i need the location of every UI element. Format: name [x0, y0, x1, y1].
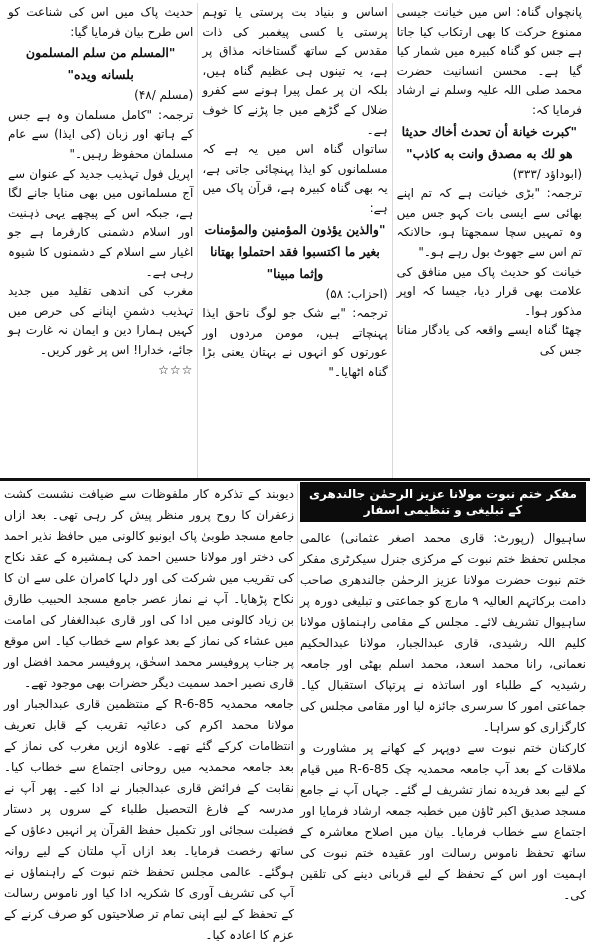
paragraph: ساہیوال (رپورٹ: قاری محمد اصغر عثمانی) عالمی مجلس تحفظ ختم نبوت کے مرکزی جنرل سیکرٹری مفکر ختم نبوت حضرت مولانا عزیز الرحمٰن جالندھری صاحب دامت برکاتہم العالیہ ۹ مارچ کو جماعتی و تبلیغی دورہ پر ساہیوال تشریف لائے۔ مجلس کے مقامی راہنماؤں مولانا کلیم اللہ رشیدی، قاری عبدالجبار، مولانا عبدالحکیم نعمانی، رانا محمد اسعد، محمد اسلم بھٹی اور جامعہ رشیدیہ کے طلباء اور اساتذہ نے پرتپاک استقبال کیا۔ جماعتی امور کا سرسری جائزہ لیا اور مقامی مجلس کی کارگزاری کو سراہا۔	[300, 531, 586, 734]
end-marker: ☆☆☆	[158, 362, 194, 377]
column-divider	[297, 484, 298, 798]
paragraph: مغرب کی اندھی تقلید میں جدید تہذیب دشمنِ اپنانے کی حرص میں کہیں ہمارا دین و ایمان نہ غارت ہو جائے، خدارا! اس پر غور کریں۔	[8, 284, 194, 357]
paragraph: اپریل فول تہذیب جدید کے عنوان سے آج مسلمانوں میں بھی منایا جانے لگا ہے، جبکہ اس کے پیچھے یہی ذہنیت اور اسلام دشمنی کارفرما ہے جو اغیار سے اسلام کے دشمنوں کا شیوہ رہی ہے۔	[8, 166, 194, 279]
paragraph: ساتواں گناہ اس میں یہ ہے کہ مسلمانوں کو ایذا پہنچائی جاتی ہے، یہ بھی گناہ کبیرہ ہے، قرآن پاک میں ہے:	[202, 142, 388, 215]
reference: (ابوداؤد /۳۳۳)	[512, 166, 582, 181]
report-column-left	[4, 484, 295, 942]
news-report	[0, 482, 590, 942]
paragraph: چھٹا گناہ ایسے واقعہ کی یادگار منانا جس کی	[396, 323, 582, 357]
paragraph: جامعہ محمدیہ 85-6-R کے منتظمین قاری عبدالجبار اور مولانا محمد اکرم کی دعائیہ تقریب کے قابل تعریف انتظامات کرکے گئے تھے۔ علاوہ ازیں مغرب کی نماز کے بعد جامعہ محمدیہ میں روحانی اجتماع سے خطاب کیا۔ نقابت کے فرائض قاری عبدالجبار نے ادا کیے۔ پھر آپ نے مدرسہ کے فارغ التحصیل طلباء کے سروں پر دستار فضیلت سجائی اور تکمیل حفظ القرآن پر انہیں دعاؤں کے ساتھ رخصت فرمایا۔ بعد ازاں آپ ملتان کے لیے روانہ ہوگئے۔ عالمی مجلس تحفظ ختم نبوت کے راہنماؤں نے آپ کی تشریف آوری کا شکریہ ادا کیا اور ناموس رسالت کے تحفظ کے لیے اپنی تمام تر صلاحیتوں کو صرف کرنے کے عزم کا اعادہ کیا۔	[4, 697, 295, 942]
paragraph: ترجمہ: "بے شک جو لوگ ناحق ایذا پہنچاتے ہیں، مومن مردوں اور عورتوں کو انہوں نے بہتان یعنی بڑا گناہ اٹھایا۔"	[202, 306, 388, 379]
report-headline: مفکر ختم نبوت مولانا عزیز الرحمٰن جالندھری کے تبلیغی و تنظیمی اسفار	[300, 482, 586, 522]
reference: (احزاب: ۵۸)	[325, 286, 388, 301]
article-column-2	[198, 3, 392, 478]
paragraph: ترجمہ: "بڑی خیانت ہے کہ تم اپنے بھائی سے ایسی بات کہو جس میں وہ تمہیں سچا سمجھتا ہو، حالانکہ تم اس سے جھوٹ بول رہے ہو۔"	[396, 186, 582, 259]
article-column-3	[4, 3, 198, 478]
arabic-quote: "والذين يؤذون المؤمنين والمؤمنات بغير ما اكتسبوا فقد احتملوا بهتانا وإثما مبينا"	[204, 221, 386, 281]
paragraph: دیوبند کے تذکرہ کار ملفوظات سے ضیافت نشست کشت زعفران کا روح پرور منظر پیش کر رہی تھی۔ بعد ازاں جامع مسجد طوبیٰ پاک ایونیو کالونی میں حافظ نذیر احمد کی دختر اور مولانا حسین احمد کی ہمشیرہ کے عقد نکاح کی تقریب میں شرکت کی اور دلہا کامران علی سے ان کا نکاح پڑھایا۔ آپ نے نماز عصر جامع مسجد الحبیب طارق بن زیاد کالونی میں ادا کی اور قاری عبدالغفار کی امامت میں عشاء کی نماز کے بعد عوام سے خطاب کیا۔ اس موقع پر جناب پروفیسر محمد اسحٰق، پروفیسر محمد افضل اور قاری نصیر احمد سمیت دیگر حضرات بھی موجود تھے۔	[4, 487, 294, 690]
reference: (مسلم /۴۸)	[134, 88, 194, 103]
arabic-quote: "كبرت خيانة أن تحدث أخاك حديثا هو لك به مصدق وانت به كاذب"	[401, 123, 577, 161]
article-column-1	[393, 3, 586, 478]
report-column-right	[300, 528, 586, 902]
paragraph: کارکنان ختم نبوت سے دوپہر کے کھانے پر مشاورت و ملاقات کے بعد آپ جامعہ محمدیہ چک 85-6-R میں قیام کے لیے بعد فریدہ نماز تشریف لے گئے۔ جہاں آپ نے جامع مسجد صدیق اکبر ٹاؤن میں خطبہ جمعہ ارشاد فرمایا اور اجتماع سے خطاب فرمایا۔ بیان میں اصلاح معاشرہ کے ساتھ تحفظ ناموس رسالت اور عقیدہ ختم نبوت کی اہمیت اور اس کے تحفظ کے لیے قربانی دینے کی تلقین کی۔	[300, 741, 586, 902]
paragraph: ترجمہ: "کامل مسلمان وہ ہے جس کے ہاتھ اور زبان (کی ایذا) سے عام مسلمان محفوظ رہیں۔"	[8, 107, 194, 161]
paragraph: اساس و بنیاد بت پرستی یا توہم پرستی یا کسی پیغمبر کی ذات مقدس کے ساتھ گستاخانہ مذاق پر ہے، یہ تینوں ہی عظیم گناہ ہیں، بلکہ ان پر عمل پیرا ہونے سے کفرو ضلال کے گڑھے میں جا پڑنے کا خوف ہے۔	[202, 5, 388, 137]
arabic-quote: "المسلم من سلم المسلمون بلسانه ويده"	[25, 45, 176, 83]
paragraph: پانچواں گناہ: اس میں خیانت جیسی ممنوع حرکت کا بھی ارتکاب کیا جاتا ہے جس کو گناہ کبیرہ میں شمار کیا گیا ہے۔ محسن انسانیت حضرت محمد صلی اللہ علیہ وسلم نے ارشاد فرمایا کہ:	[396, 5, 582, 117]
section-divider	[0, 478, 590, 481]
paragraph: خیانت کو حدیث پاک میں منافق کی علامت بھی قرار دیا، جیسا کہ اوپر مذکور ہوا۔	[396, 264, 582, 318]
paragraph: حدیث پاک میں اس کی شناعت کو اس طرح بیان فرمایا گیا:	[8, 5, 194, 39]
